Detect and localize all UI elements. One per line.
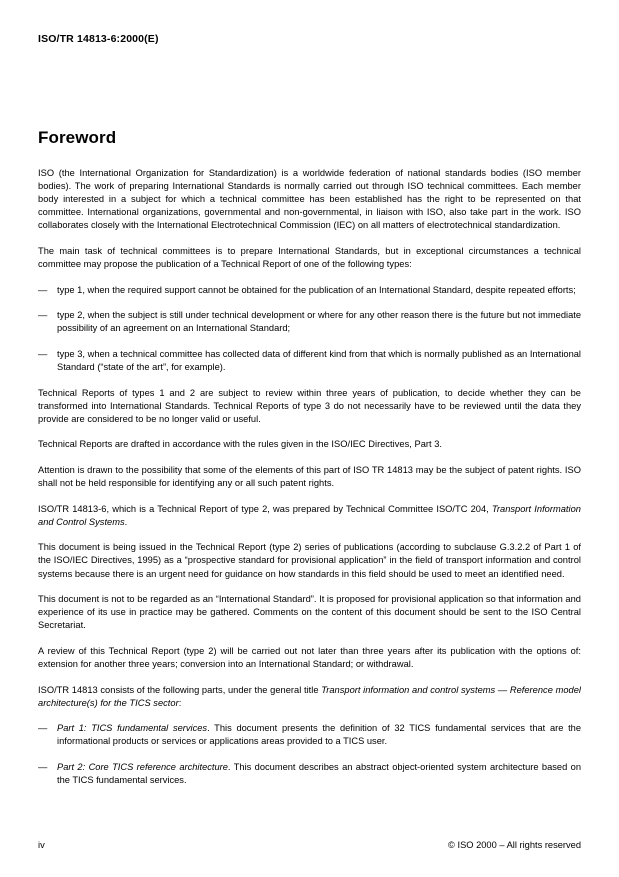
committee-origin-lead: ISO/TR 14813-6, which is a Technical Report of type 2, was prepared by Technical Committee ISO/TC 204, xyxy=(38,503,492,514)
list-item xyxy=(38,309,581,335)
paragraph-not-international-standard: This document is not to be regarded as an “International Standard”. It is proposed for provisional application so that information and experience of its use in practice may be gathered. Comments on the content of this document should be sent to the ISO Central Secretariat. xyxy=(38,594,581,631)
em-dash-bullet: — xyxy=(38,284,48,295)
list-item xyxy=(38,348,581,374)
part-description: . This document describes an abstract object-oriented system architecture based on the TICS fundamental services. xyxy=(57,762,581,786)
paragraph-issuance-notice: This document is being issued in the Technical Report (type 2) series of publications (according to subclause G.3.2.2 of Part 1 of the ISO/IEC Directives, 1995) as a “prospective standard for provisional application” in the field of transport information and control systems because there is an urgent need for guidance on how standards in this field should be used to meet an identified need. xyxy=(38,542,581,579)
parts-intro-lead: ISO/TR 14813 consists of the following parts, under the general title xyxy=(38,684,322,695)
running-header: ISO/TR 14813-6:2000(E) xyxy=(38,33,159,45)
paragraph-main-task: The main task of technical committees is to prepare International Standards, but in exceptional circumstances a technical committee may propose the publication of a Technical Report of one of the following types: xyxy=(38,245,581,270)
em-dash-bullet: — xyxy=(38,310,48,321)
part-description: . This document presents the definition of 32 TICS fundamental services that are the informational products or services or applications areas provided to a TICS user. xyxy=(57,723,582,747)
paragraph-review-schedule: A review of this Technical Report (type 2) will be carried out not later than three years after its publication with the options of: extension for another three years; conversion into an International Standard; or withdrawal. xyxy=(38,645,581,670)
page-title: Foreword xyxy=(38,128,117,147)
committee-origin-tail: . xyxy=(124,516,128,527)
paragraph-drafting-rules: Technical Reports are drafted in accordance with the rules given in the ISO/IEC Directives, Part 3. xyxy=(38,439,443,450)
committee-title-italic: Transport Information and Control Systems xyxy=(38,503,581,527)
general-title-italic: Transport information and control systems — Reference model architecture(s) for the TICS sector xyxy=(38,684,581,708)
part-title-italic: Part 2: Core TICS reference architecture xyxy=(57,762,228,772)
paragraph-parts-intro xyxy=(38,684,581,710)
document-content xyxy=(38,128,581,800)
copyright-notice: © ISO 2000 – All rights reserved xyxy=(448,840,581,850)
paragraph-committee-origin xyxy=(38,503,581,529)
list-item-text: type 1, when the required support cannot be obtained for the publication of an International Standard, despite repeated efforts; xyxy=(57,284,576,295)
paragraph-iso-description: ISO (the International Organization for Standardization) is a worldwide federation of national standards bodies (ISO member bodies). The work of preparing International Standards is normally carried out through ISO technical committees. Each member body interested in a subject for which a technical committee has been established has the right to be represented on that committee. International organizations, governmental and non-governmental, in liaison with ISO, also take part in the work. ISO collaborates closely with the International Electrotechnical Commission (IEC) on all matters of electrotechnical standardization. xyxy=(38,168,581,231)
list-item xyxy=(38,284,581,297)
list-item-text: type 3, when a technical committee has collected data of different kind from that which is normally published as an International Standard (“state of the art”, for example). xyxy=(57,348,581,373)
page-number: iv xyxy=(38,840,45,850)
list-item xyxy=(38,761,581,787)
paragraph-review-types: Technical Reports of types 1 and 2 are subject to review within three years of publication, to decide whether they can be transformed into International Standards. Technical Reports of type 3 do not necessarily have to be reviewed until the data they provide are considered to be no longer valid or useful. xyxy=(38,387,581,424)
em-dash-bullet: — xyxy=(38,723,48,734)
part-title-italic: Part 1: TICS fundamental services xyxy=(57,723,208,734)
em-dash-bullet: — xyxy=(38,762,48,772)
list-item-text: type 2, when the subject is still under technical development or where for any other reason there is the future but not immediate possibility of an agreement on an International Standard; xyxy=(57,310,581,334)
em-dash-bullet: — xyxy=(38,348,48,359)
list-item xyxy=(38,722,581,748)
paragraph-patent-rights: Attention is drawn to the possibility that some of the elements of this part of ISO TR 14813 may be the subject of patent rights. ISO shall not be held responsible for identifying any or all such patent rights. xyxy=(38,465,581,489)
parts-intro-tail: : xyxy=(178,697,182,708)
